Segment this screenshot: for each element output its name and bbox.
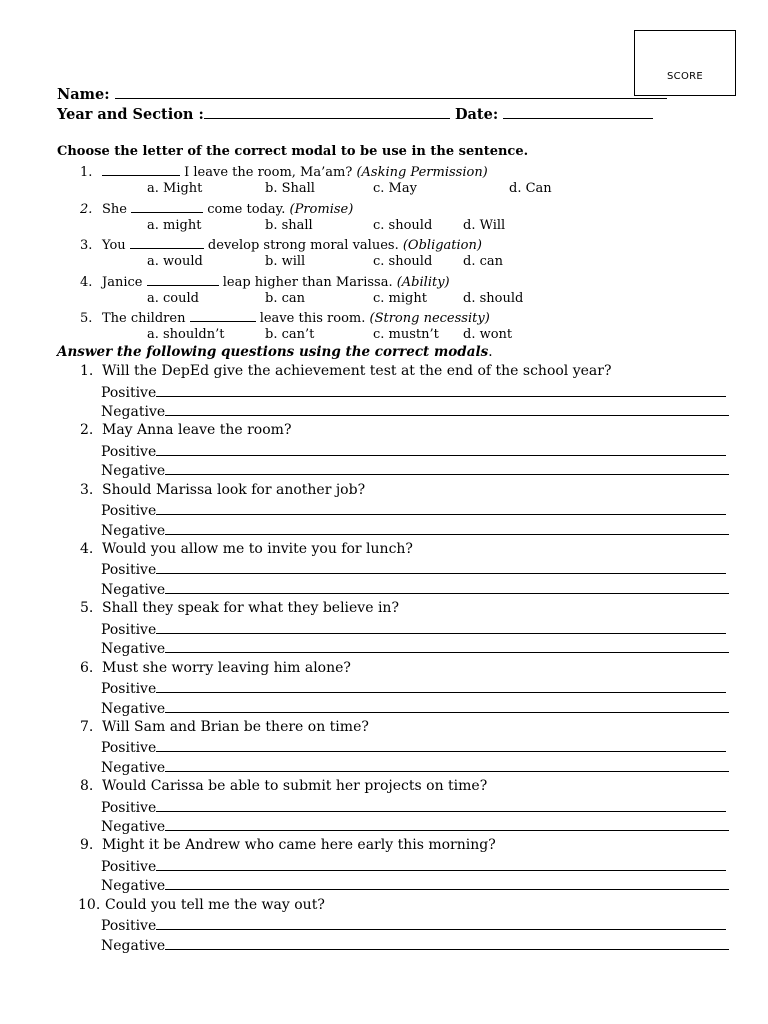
negative-answer-row bbox=[101, 402, 729, 420]
mc-choice[interactable]: a. shouldn’t bbox=[147, 327, 225, 342]
positive-label: Positive bbox=[101, 384, 157, 401]
positive-answer-row bbox=[101, 738, 726, 756]
name-field[interactable] bbox=[115, 84, 667, 99]
negative-answer-row bbox=[101, 817, 729, 835]
positive-label: Positive bbox=[101, 503, 157, 520]
score-label: SCORE bbox=[667, 71, 703, 82]
mc-choice[interactable]: b. shall bbox=[265, 217, 313, 233]
negative-answer-row bbox=[101, 936, 729, 954]
mc-question-number: 4. bbox=[80, 274, 93, 290]
positive-answer-line[interactable] bbox=[156, 620, 726, 634]
qa-question bbox=[80, 422, 291, 438]
mc-question-hint: (Asking Permission) bbox=[356, 165, 488, 180]
qa-question-text: Will the DepEd give the achievement test at the end of the school year? bbox=[102, 363, 612, 379]
positive-answer-row bbox=[101, 620, 726, 638]
qa-question-text: Would Carissa be able to submit her projects on time? bbox=[102, 778, 488, 795]
mc-choice[interactable]: d. should bbox=[463, 290, 524, 306]
qa-question-number: 1. bbox=[80, 363, 94, 379]
negative-answer-line[interactable] bbox=[165, 461, 729, 475]
mc-question-pre: You bbox=[102, 238, 130, 253]
mc-choice[interactable]: a. Might bbox=[147, 181, 203, 196]
negative-answer-line[interactable] bbox=[165, 521, 729, 535]
mc-question-number: 3. bbox=[80, 238, 93, 253]
mc-question bbox=[80, 236, 482, 253]
positive-answer-row bbox=[101, 560, 726, 578]
negative-answer-row bbox=[101, 461, 729, 479]
qa-question-text: May Anna leave the room? bbox=[102, 422, 292, 439]
mc-answer-blank[interactable] bbox=[130, 236, 204, 249]
negative-answer-line[interactable] bbox=[165, 402, 729, 416]
negative-answer-line[interactable] bbox=[165, 817, 729, 831]
qa-question-text: Would you allow me to invite you for lunch? bbox=[102, 540, 413, 557]
mc-choice[interactable]: d. Will bbox=[463, 217, 506, 233]
mc-question-post: I leave the room, Ma’am? bbox=[180, 165, 353, 180]
mc-question-hint: (Strong necessity) bbox=[369, 311, 490, 326]
positive-label: Positive bbox=[101, 858, 157, 875]
positive-answer-line[interactable] bbox=[156, 383, 726, 397]
qa-instruction-period: . bbox=[488, 344, 493, 360]
qa-question-text: Shall they speak for what they believe in? bbox=[102, 600, 399, 617]
negative-label: Negative bbox=[101, 581, 166, 598]
qa-question bbox=[80, 600, 399, 616]
positive-answer-line[interactable] bbox=[156, 738, 726, 752]
negative-answer-row bbox=[101, 876, 729, 894]
qa-question-text: Might it be Andrew who came here early this morning? bbox=[102, 837, 496, 854]
mc-question bbox=[80, 163, 488, 180]
negative-answer-row bbox=[101, 699, 729, 717]
mc-question-post: develop strong moral values. bbox=[203, 238, 399, 253]
positive-answer-row bbox=[101, 679, 726, 697]
mc-instruction: Choose the letter of the correct modal to be use in the sentence. bbox=[57, 144, 529, 159]
qa-question bbox=[80, 837, 496, 853]
positive-answer-line[interactable] bbox=[156, 916, 726, 930]
mc-choice[interactable]: d. Can bbox=[509, 181, 552, 196]
mc-choice[interactable]: a. would bbox=[147, 254, 203, 269]
negative-label: Negative bbox=[101, 759, 166, 776]
negative-label: Negative bbox=[101, 878, 166, 895]
mc-question-number: 1. bbox=[80, 165, 93, 180]
positive-label: Positive bbox=[101, 681, 157, 697]
negative-answer-line[interactable] bbox=[165, 876, 729, 890]
positive-answer-row bbox=[101, 798, 726, 816]
qa-question bbox=[80, 363, 611, 379]
negative-label: Negative bbox=[101, 522, 166, 539]
qa-question-number: 9. bbox=[80, 837, 94, 854]
mc-question-hint: (Obligation) bbox=[402, 238, 482, 253]
mc-question-pre: The children bbox=[102, 311, 190, 326]
mc-question bbox=[80, 200, 353, 217]
negative-label: Negative bbox=[101, 404, 166, 420]
mc-choice[interactable]: a. could bbox=[147, 290, 199, 306]
positive-label: Positive bbox=[101, 562, 157, 579]
mc-question-pre: She bbox=[102, 201, 132, 217]
mc-question-hint: (Ability) bbox=[396, 274, 450, 290]
name-row bbox=[57, 84, 667, 103]
qa-question-number: 10. bbox=[78, 896, 101, 913]
mc-choice[interactable]: b. will bbox=[265, 254, 306, 269]
mc-question-number: 2. bbox=[80, 201, 93, 217]
positive-answer-row bbox=[101, 501, 726, 519]
positive-answer-line[interactable] bbox=[156, 560, 726, 574]
qa-question bbox=[80, 719, 369, 735]
year-section-row bbox=[57, 104, 653, 123]
mc-answer-blank[interactable] bbox=[190, 309, 256, 322]
positive-label: Positive bbox=[101, 799, 157, 816]
qa-question bbox=[80, 660, 351, 676]
qa-question-number: 3. bbox=[80, 481, 94, 498]
positive-answer-line[interactable] bbox=[156, 679, 726, 693]
positive-answer-row bbox=[101, 857, 726, 875]
negative-answer-line[interactable] bbox=[165, 699, 729, 713]
mc-question-number: 5. bbox=[80, 311, 93, 326]
negative-label: Negative bbox=[101, 700, 166, 717]
positive-answer-line[interactable] bbox=[156, 501, 726, 515]
qa-question-number: 5. bbox=[80, 600, 94, 617]
qa-question-number: 8. bbox=[80, 778, 94, 795]
qa-question bbox=[80, 482, 365, 498]
mc-choice[interactable]: c. might bbox=[373, 290, 427, 306]
mc-question bbox=[80, 273, 450, 290]
positive-answer-line[interactable] bbox=[156, 857, 726, 871]
negative-answer-row bbox=[101, 639, 729, 657]
negative-label: Negative bbox=[101, 641, 166, 658]
date-field[interactable] bbox=[503, 104, 653, 119]
negative-answer-line[interactable] bbox=[165, 580, 729, 594]
negative-answer-line[interactable] bbox=[165, 758, 729, 772]
mc-choice[interactable]: c. should bbox=[373, 254, 433, 269]
mc-question-post: come today. bbox=[203, 201, 286, 217]
mc-choice[interactable]: a. might bbox=[147, 217, 202, 233]
mc-choice[interactable]: c. May bbox=[373, 181, 417, 196]
positive-answer-line[interactable] bbox=[156, 798, 726, 812]
qa-question-text: Should Marissa look for another job? bbox=[102, 481, 366, 498]
mc-question-post: leave this room. bbox=[255, 311, 366, 326]
mc-question-pre: Janice bbox=[102, 274, 147, 290]
qa-question bbox=[78, 897, 325, 913]
negative-answer-line[interactable] bbox=[165, 936, 729, 950]
mc-choice[interactable]: b. can’t bbox=[265, 327, 315, 342]
date-label: Date: bbox=[454, 106, 499, 123]
mc-question-hint: (Promise) bbox=[289, 201, 354, 217]
mc-choice[interactable]: d. wont bbox=[463, 327, 513, 342]
qa-instruction-text: Answer the following questions using the correct modals bbox=[57, 344, 489, 360]
positive-answer-line[interactable] bbox=[156, 442, 726, 456]
positive-answer-row bbox=[101, 383, 726, 401]
negative-answer-line[interactable] bbox=[165, 639, 729, 653]
qa-question-number: 6. bbox=[80, 659, 94, 676]
year-section-field[interactable] bbox=[204, 104, 450, 119]
mc-choice[interactable]: b. can bbox=[265, 290, 305, 306]
negative-answer-row bbox=[101, 580, 729, 598]
mc-answer-blank[interactable] bbox=[131, 200, 203, 213]
positive-label: Positive bbox=[101, 621, 157, 638]
qa-question-number: 2. bbox=[80, 422, 94, 439]
qa-question bbox=[80, 778, 487, 794]
positive-answer-row bbox=[101, 442, 726, 460]
qa-question-text: Could you tell me the way out? bbox=[105, 896, 325, 913]
mc-question-post: leap higher than Marissa. bbox=[218, 274, 393, 290]
mc-answer-blank[interactable] bbox=[147, 273, 219, 286]
qa-question-number: 4. bbox=[80, 540, 94, 557]
qa-question-text: Must she worry leaving him alone? bbox=[102, 659, 351, 676]
negative-label: Negative bbox=[101, 937, 166, 954]
mc-choice[interactable]: d. can bbox=[463, 254, 503, 269]
name-label: Name: bbox=[57, 86, 110, 103]
positive-label: Positive bbox=[101, 740, 157, 757]
negative-label: Negative bbox=[101, 463, 166, 480]
negative-answer-row bbox=[101, 521, 729, 539]
mc-answer-blank[interactable] bbox=[102, 163, 180, 176]
positive-label: Positive bbox=[101, 918, 157, 935]
mc-choice[interactable]: b. Shall bbox=[265, 181, 315, 196]
qa-question-number: 7. bbox=[80, 718, 94, 735]
mc-choice[interactable]: c. should bbox=[373, 217, 433, 233]
positive-label: Positive bbox=[101, 443, 157, 460]
qa-question bbox=[80, 541, 413, 557]
qa-instruction bbox=[57, 344, 493, 360]
positive-answer-row bbox=[101, 916, 726, 934]
negative-answer-row bbox=[101, 758, 729, 776]
year-section-label: Year and Section : bbox=[57, 106, 204, 123]
mc-question bbox=[80, 309, 490, 326]
qa-question-text: Will Sam and Brian be there on time? bbox=[102, 718, 369, 735]
negative-label: Negative bbox=[101, 819, 166, 836]
mc-choice[interactable]: c. mustn’t bbox=[373, 327, 439, 342]
